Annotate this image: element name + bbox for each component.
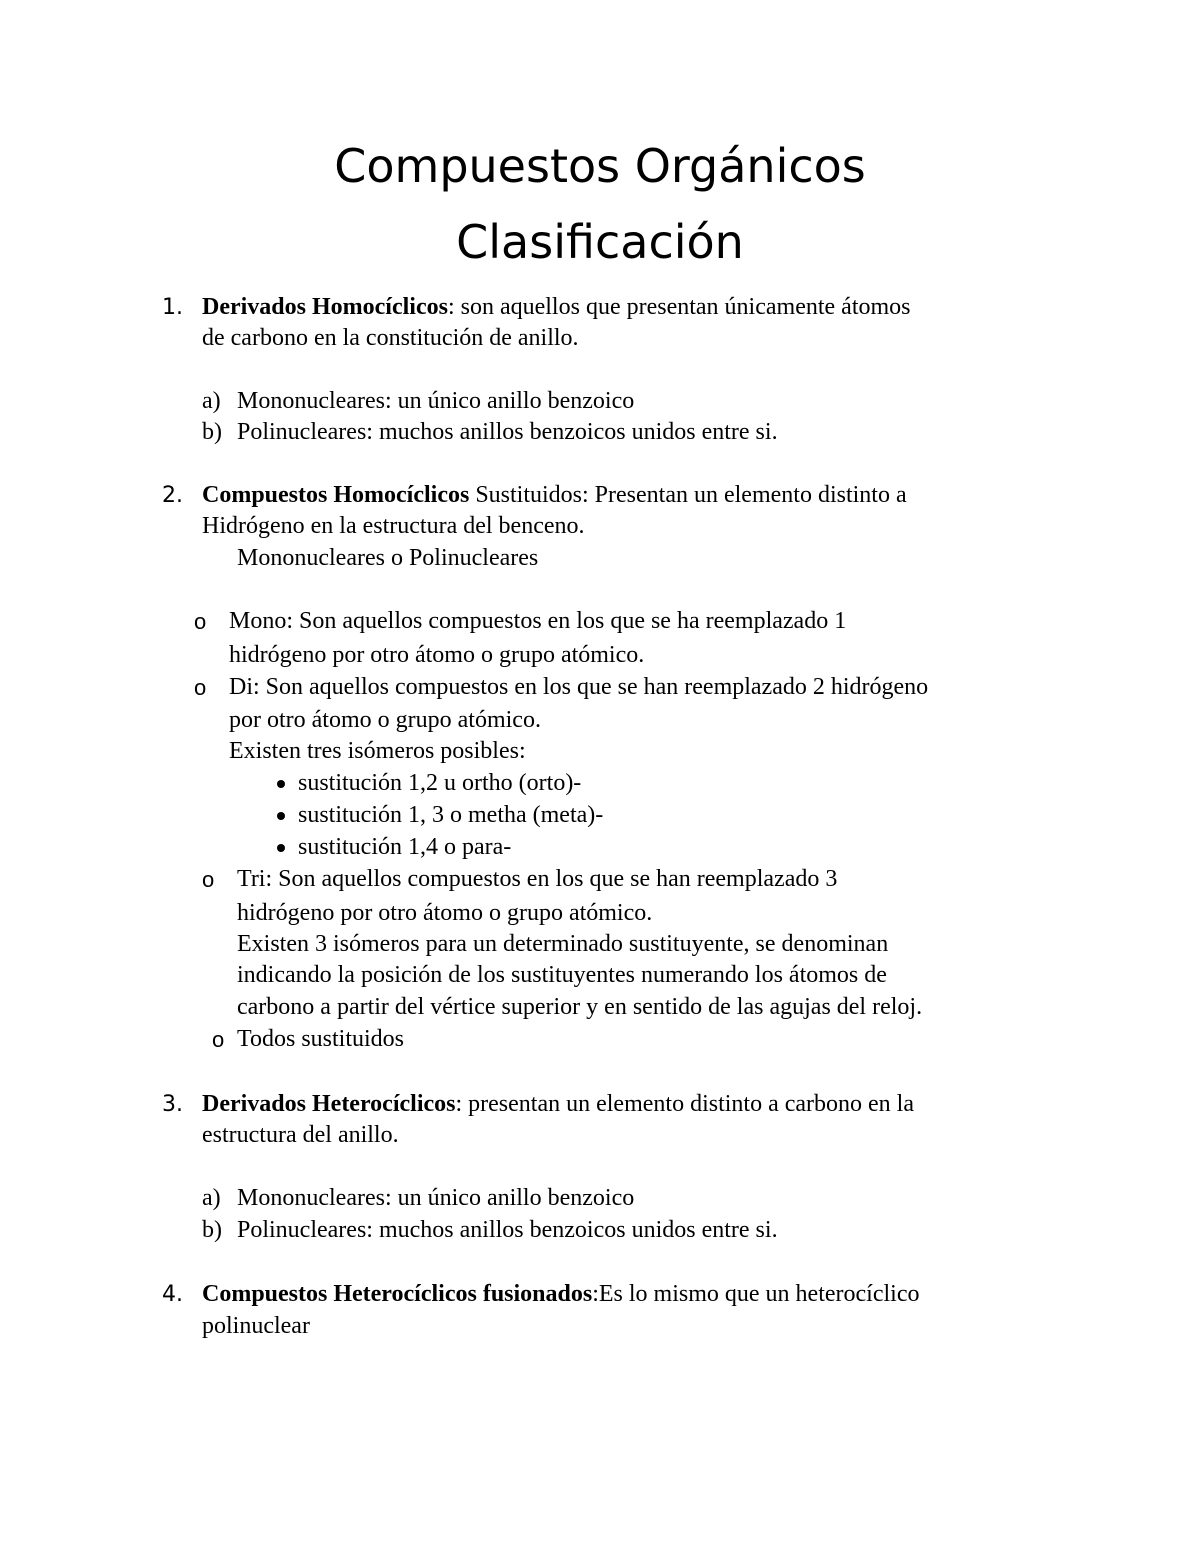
document-title: Compuestos Orgánicos	[334, 139, 866, 193]
list-marker: a)	[202, 388, 221, 414]
list-item-continuation: indicando la posición de los sustituyentes numerando los átomos de	[237, 962, 887, 988]
document-subtitle: Clasificación	[456, 215, 744, 269]
list-item: Polinucleares: muchos anillos benzoicos unidos entre si.	[237, 1217, 778, 1243]
bullet-item: sustitución 1,4 o para-	[298, 834, 512, 860]
section-2-text: Sustituidos: Presentan un elemento distinto a	[469, 482, 907, 508]
bullet-icon	[277, 780, 285, 788]
section-2-line-3: Mononucleares o Polinucleares	[237, 545, 539, 571]
list-item-continuation: Existen 3 isómeros para un determinado sustituyente, se denominan	[237, 931, 889, 957]
bullet-item: sustitución 1,2 u ortho (orto)-	[298, 770, 582, 796]
list-item-continuation: carbono a partir del vértice superior y en sentido de las agujas del reloj.	[237, 994, 923, 1020]
list-item: Tri: Son aquellos compuestos en los que se han reemplazado 3	[237, 866, 838, 892]
section-2-heading: Compuestos Homocíclicos	[202, 482, 470, 508]
list-marker: b)	[202, 1217, 222, 1243]
section-4-line-1	[202, 1279, 919, 1309]
list-item-continuation: hidrógeno por otro átomo o grupo atómico.	[237, 900, 653, 926]
list-marker: 2.	[162, 483, 183, 508]
section-3-line-1	[202, 1089, 914, 1119]
list-item-continuation: por otro átomo o grupo atómico.	[229, 707, 541, 733]
list-marker: o	[194, 675, 207, 700]
section-2-line-1	[202, 480, 907, 510]
section-3-heading: Derivados Heterocíclicos	[202, 1091, 456, 1117]
list-item: Mononucleares: un único anillo benzoico	[237, 388, 635, 414]
section-3-line-2: estructura del anillo.	[202, 1122, 399, 1148]
section-4-heading: Compuestos Heterocíclicos fusionados	[202, 1281, 593, 1307]
section-1-line-2: de carbono en la constitución de anillo.	[202, 325, 579, 351]
section-1-line-1	[202, 292, 911, 322]
list-item: Di: Son aquellos compuestos en los que se han reemplazado 2 hidrógeno	[229, 674, 929, 700]
section-1-text: : son aquellos que presentan únicamente átomos	[447, 294, 911, 320]
section-2-line-2: Hidrógeno en la estructura del benceno.	[202, 513, 585, 539]
list-marker: o	[212, 1027, 225, 1052]
section-1-heading: Derivados Homocíclicos	[202, 294, 448, 320]
list-marker: b)	[202, 419, 222, 445]
bullet-item: sustitución 1, 3 o metha (meta)-	[298, 802, 604, 828]
bullet-icon	[277, 844, 285, 852]
list-marker: o	[194, 609, 207, 634]
list-marker: 4.	[162, 1282, 183, 1307]
bullet-icon	[277, 812, 285, 820]
list-item: Mono: Son aquellos compuestos en los que se ha reemplazado 1	[229, 608, 847, 634]
section-4-line-2: polinuclear	[202, 1313, 310, 1339]
section-4-text: :Es lo mismo que un heterocíclico	[592, 1281, 920, 1307]
list-marker: 3.	[162, 1092, 183, 1117]
list-item: Mononucleares: un único anillo benzoico	[237, 1185, 635, 1211]
list-marker: a)	[202, 1185, 221, 1211]
list-item-continuation: hidrógeno por otro átomo o grupo atómico.	[229, 642, 645, 668]
list-item-continuation: Existen tres isómeros posibles:	[229, 738, 526, 764]
list-item: Polinucleares: muchos anillos benzoicos unidos entre si.	[237, 419, 778, 445]
list-item: Todos sustituidos	[237, 1026, 405, 1052]
list-marker: 1.	[162, 295, 183, 320]
section-3-text: : presentan un elemento distinto a carbono en la	[455, 1091, 915, 1117]
list-marker: o	[202, 867, 215, 892]
